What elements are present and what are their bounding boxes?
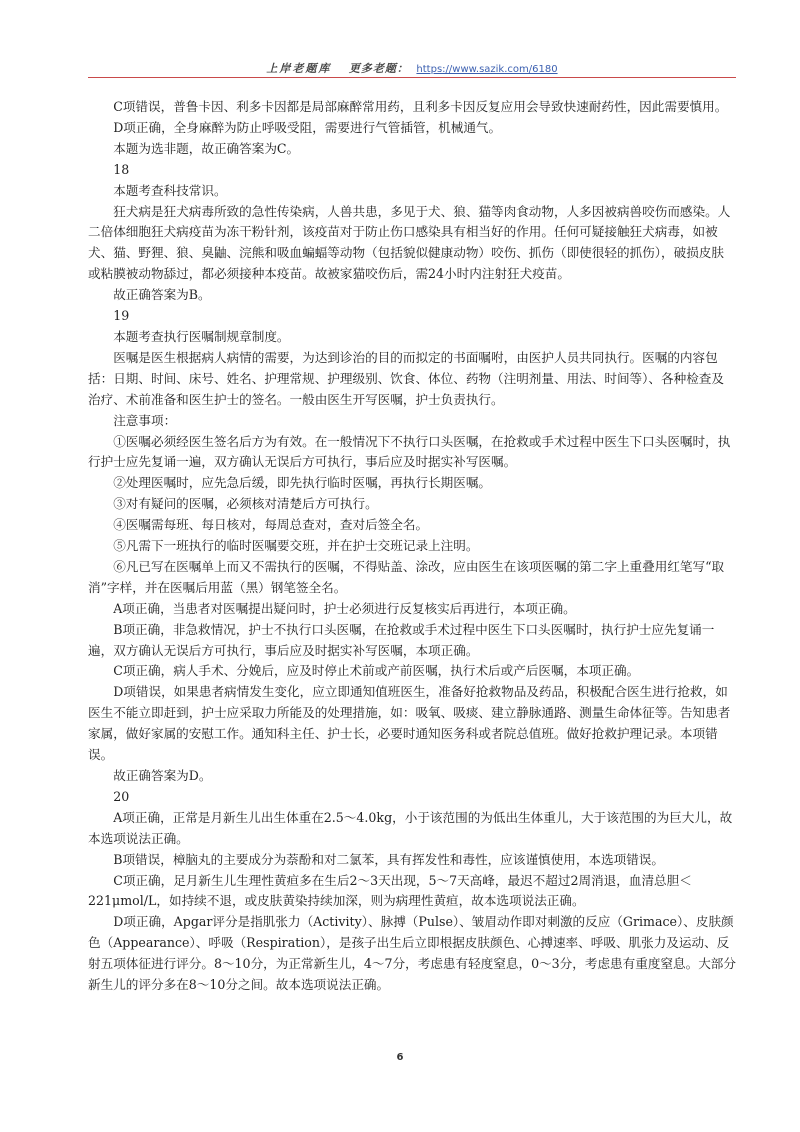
paragraph: C项正确，病人手术、分娩后，应及时停止术前或产前医嘱，执行术后或产后医嘱，本项正确。 — [88, 663, 640, 679]
paragraph: ②处理医嘱时，应先急后缓，即先执行临时医嘱，再执行长期医嘱。 — [88, 475, 491, 491]
paragraph: ⑥凡已写在医嘱单上而又不需执行的医嘱，不得贴盖、涂改，应由医生在该项医嘱的第二字上重叠用红笔写“取消”字样，并在医嘱后用蓝（黑）钢笔签全名。 — [88, 558, 725, 595]
paragraph: D项正确，Apgar评分是指肌张力（Activity）、脉搏（Pulse）、皱眉动作即对刺激的反应（Grimace）、皮肤颜色（Appearance）、呼吸（Respiration），是孩子出生后立即根据皮肤颜色、心搏速率、呼吸、肌张力及运动、反射五项体征进行评分。8～10分，为正常新生儿，4～7分，考虑患有轻度窒息，0～3分，考虑患有重度窒息。大部分新生儿的评分多在8～10分之间。故本选项说法正确。 — [88, 914, 736, 993]
document-body — [88, 97, 736, 996]
paragraph: 注意事项： — [88, 412, 177, 428]
paragraph: ⑤凡需下一班执行的临时医嘱要交班，并在护士交班记录上注明。 — [88, 538, 479, 554]
page-header — [88, 60, 736, 76]
paragraph: D项错误，如果患者病情发生变化，应立即通知值班医生，准备好抢救物品及药品，积极配合医生进行抢救，如医生不能立即赶到，护士应采取力所能及的处理措施，如：吸氧、吸痰、建立静脉通路、测量生命体征等。告知患者家属，做好家属的安慰工作。通知科主任、护士长，必要时通知医务科或者院总值班。做好抢救护理记录。本项错误。 — [88, 684, 731, 763]
paragraph: C项错误，普鲁卡因、利多卡因都是局部麻醉常用药，且利多卡因反复应用会导致快速耐药性，因此需要慎用。 — [88, 99, 728, 114]
paragraph: D项正确，全身麻醉为防止呼吸受阻，需要进行气管插管，机械通气。 — [88, 119, 502, 135]
paragraph: 医嘱是医生根据病人病情的需要，为达到诊治的目的而拟定的书面嘱咐，由医护人员共同执行。医嘱的内容包括：日期、时间、床号、姓名、护理常规、护理级别、饮食、体位、药物（注明剂量、用法、时间等）、各种检查及治疗、术前准备和医生护士的签名。一般由医生开写医嘱，护士负责执行。 — [88, 349, 724, 407]
paragraph: B项错误，樟脑丸的主要成分为萘酚和对二氯苯，具有挥发性和毒性，应该谨慎使用，本选项错误。 — [88, 851, 664, 867]
question-number: 20 — [88, 788, 130, 804]
paragraph: 故正确答案为B。 — [88, 287, 211, 303]
paragraph: B项正确，非急救情况，护士不执行口头医嘱，在抢救或手术过程中医生下口头医嘱时，执行护士应先复诵一遍，双方确认无误后方可执行，事后应及时据实补写医嘱，本项正确。 — [88, 621, 715, 658]
question-number: 18 — [88, 161, 130, 177]
paragraph: ③对有疑问的医嘱，必须核对清楚后方可执行。 — [88, 496, 378, 512]
paragraph: A项正确，正常是月新生儿出生体重在2.5～4.0kg，小于该范围的为低出生体重儿，大于该范围的为巨大儿，故本选项说法正确。 — [88, 809, 733, 846]
paragraph: 本题考查科技常识。 — [88, 182, 227, 198]
site-name: 上岸老题库 — [266, 62, 332, 75]
question-number: 19 — [88, 308, 130, 324]
paragraph: ④医嘱需每班、每日核对，每周总查对，查对后签全名。 — [88, 517, 429, 533]
paragraph: A项正确，当患者对医嘱提出疑问时，护士必须进行反复核实后再进行，本项正确。 — [88, 600, 576, 616]
header-divider — [88, 77, 736, 78]
paragraph: C项正确，足月新生儿生理性黄疸多在生后2～3天出现，5～7天高峰，最迟不超过2周消退，血清总胆＜221μmol/L，如持续不退，或皮肤黄染持续加深，则为病理性黄疸，故本选项说法正确。 — [88, 872, 692, 909]
paragraph: 狂犬病是狂犬病毒所致的急性传染病，人兽共患，多见于犬、狼、猫等肉食动物，人多因被病兽咬伤而感染。人二倍体细胞狂犬病疫苗为冻干粉针剂，该疫苗对于防止伤口感染具有相当好的作用。任何可疑接触狂犬病毒，如被犬、猫、野狸、狼、臭鼬、浣熊和吸血蝙蝠等动物（包括貌似健康动物）咬伤、抓伤（即使很轻的抓伤），破损皮肤或粘膜被动物舔过，都必须接种本疫苗。故被家猫咬伤后，需24小时内注射狂犬疫苗。 — [88, 203, 731, 282]
paragraph: 本题为选非题，故正确答案为C。 — [88, 140, 300, 156]
paragraph: 本题考查执行医嘱制规章制度。 — [88, 328, 290, 344]
more-questions-label: 更多老题： — [348, 62, 409, 75]
source-link[interactable]: https://www.sazik.com/6180 — [416, 64, 558, 75]
paragraph: 故正确答案为D。 — [88, 768, 212, 783]
paragraph: ①医嘱必须经医生签名后方为有效。在一般情况下不执行口头医嘱，在抢救或手术过程中医生下口头医嘱时，执行护士应先复诵一遍，双方确认无误后方可执行，事后应及时据实补写医嘱。 — [88, 433, 731, 470]
page-number: 6 — [396, 1052, 404, 1063]
